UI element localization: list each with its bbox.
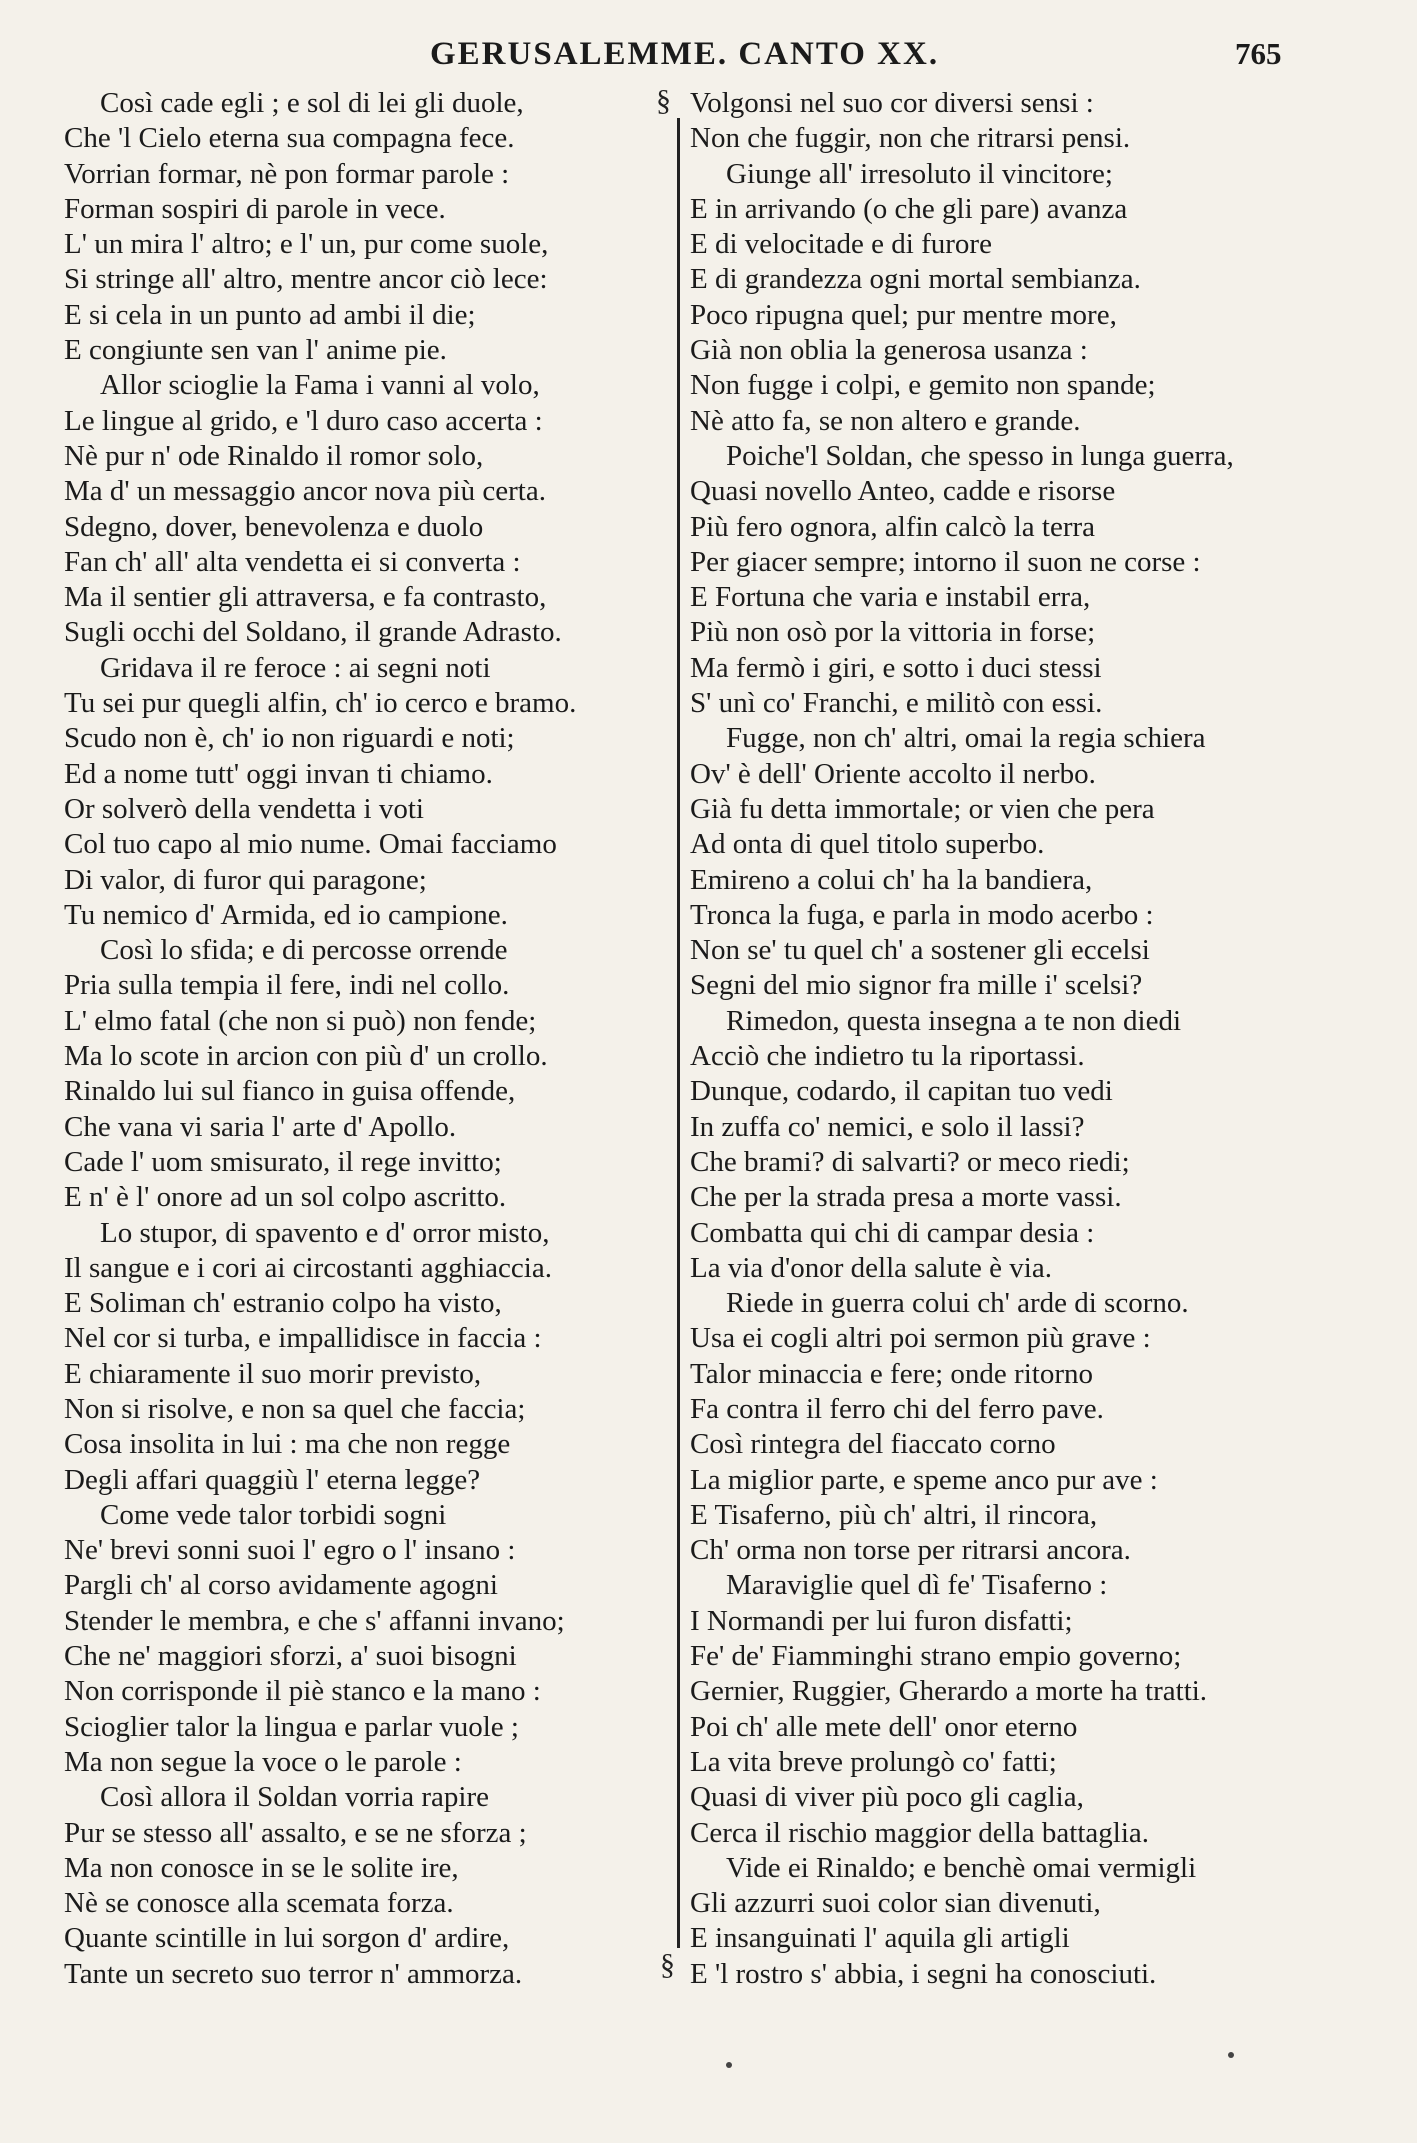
left-verse-line: Che 'l Cielo eterna sua compagna fece. bbox=[64, 122, 515, 155]
right-verse-line: Nè atto fa, se non altero e grande. bbox=[690, 404, 1081, 437]
right-verse-line: In zuffa co' nemici, e solo il lassi? bbox=[690, 1110, 1085, 1143]
right-verse-line: Rimedon, questa insegna a te non diedi bbox=[726, 1004, 1182, 1037]
right-verse-line: Ad onta di quel titolo superbo. bbox=[690, 828, 1045, 861]
left-verse-line: Che vana vi saria l' arte d' Apollo. bbox=[64, 1110, 457, 1143]
column-divider bbox=[677, 118, 680, 1948]
left-verse-line: E congiunte sen van l' anime pie. bbox=[64, 334, 447, 367]
right-verse-line: Talor minaccia e fere; onde ritorno bbox=[690, 1357, 1093, 1390]
left-verse-line: Cosa insolita in lui : ma che non regge bbox=[64, 1428, 511, 1461]
left-verse-line: Vorrian formar, nè pon formar parole : bbox=[64, 157, 510, 190]
right-verse-line: Giunge all' irresoluto il vincitore; bbox=[726, 157, 1113, 190]
left-verse-line: L' un mira l' altro; e l' un, pur come suole, bbox=[64, 228, 549, 261]
right-verse-line: E in arrivando (o che gli pare) avanza bbox=[690, 192, 1128, 225]
right-verse-line: Che per la strada presa a morte vassi. bbox=[690, 1181, 1122, 1214]
right-verse-line: Acciò che indietro tu la riportassi. bbox=[690, 1040, 1085, 1073]
right-verse-line: E di velocitade e di furore bbox=[690, 228, 992, 261]
right-verse-line: Non che fuggir, non che ritrarsi pensi. bbox=[690, 122, 1131, 155]
right-verse-line: Più fero ognora, alfin calcò la terra bbox=[690, 510, 1096, 543]
left-verse-line: E n' è l' onore ad un sol colpo ascritto. bbox=[64, 1181, 507, 1214]
left-verse-line: Nè pur n' ode Rinaldo il romor solo, bbox=[64, 439, 484, 472]
right-verse-line: La miglior parte, e speme anco pur ave : bbox=[690, 1463, 1158, 1496]
right-verse-line: Cerca il rischio maggior della battaglia. bbox=[690, 1816, 1150, 1849]
right-verse-line: Ov' è dell' Oriente accolto il nerbo. bbox=[690, 757, 1096, 790]
right-verse-line: Ch' orma non torse per ritrarsi ancora. bbox=[690, 1534, 1131, 1567]
left-verse-line: Forman sospiri di parole in vece. bbox=[64, 192, 446, 225]
right-verse-line: Poco ripugna quel; pur mentre more, bbox=[690, 298, 1117, 331]
left-verse-line: Quante scintille in lui sorgon d' ardire, bbox=[64, 1922, 510, 1955]
left-verse-line: Sugli occhi del Soldano, il grande Adrasto. bbox=[64, 616, 562, 649]
right-verse-line: Per giacer sempre; intorno il suon ne corse : bbox=[690, 545, 1201, 578]
left-verse-line: Nè se conosce alla scemata forza. bbox=[64, 1887, 454, 1920]
left-verse-line: Così lo sfida; e di percosse orrende bbox=[100, 934, 508, 967]
left-verse-line: Le lingue al grido, e 'l duro caso accerta : bbox=[64, 404, 543, 437]
right-verse-line: Vide ei Rinaldo; e benchè omai vermigli bbox=[726, 1851, 1197, 1884]
left-verse-line: Come vede talor torbidi sogni bbox=[100, 1498, 447, 1531]
left-verse-line: E Soliman ch' estranio colpo ha visto, bbox=[64, 1287, 502, 1320]
left-verse-line: Tu nemico d' Armida, ed io campione. bbox=[64, 898, 508, 931]
left-verse-line: Tante un secreto suo terror n' ammorza. bbox=[64, 1957, 523, 1990]
left-verse-line: Scioglier talor la lingua e parlar vuole ; bbox=[64, 1710, 519, 1743]
left-verse-line: Ma non segue la voce o le parole : bbox=[64, 1745, 462, 1778]
right-verse-line: Volgonsi nel suo cor diversi sensi : bbox=[690, 87, 1094, 119]
right-verse-line: La vita breve prolungò co' fatti; bbox=[690, 1745, 1057, 1778]
left-verse-line: Degli affari quaggiù l' eterna legge? bbox=[64, 1463, 481, 1496]
left-verse-line: Che ne' maggiori sforzi, a' suoi bisogni bbox=[64, 1640, 517, 1673]
left-verse-line: Pargli ch' al corso avidamente agogni bbox=[64, 1569, 498, 1602]
right-verse-line: E 'l rostro s' abbia, i segni ha conosciuti. bbox=[690, 1957, 1157, 1990]
ornament-bottom-icon: § bbox=[660, 1948, 675, 1981]
right-verse-line: Non se' tu quel ch' a sostener gli eccelsi bbox=[690, 934, 1150, 967]
left-verse-line: Scudo non è, ch' io non riguardi e noti; bbox=[64, 722, 515, 755]
left-verse-line: Ma lo scote in arcion con più d' un crollo. bbox=[64, 1040, 548, 1073]
right-verse-line: I Normandi per lui furon disfatti; bbox=[690, 1604, 1073, 1637]
right-verse-line: Emireno a colui ch' ha la bandiera, bbox=[690, 863, 1093, 896]
right-verse-line: Usa ei cogli altri poi sermon più grave : bbox=[690, 1322, 1151, 1355]
right-verse-line: Non fugge i colpi, e gemito non spande; bbox=[690, 369, 1156, 402]
left-verse-line: Gridava il re feroce : ai segni noti bbox=[100, 651, 491, 684]
right-verse-line: Già non oblia la generosa usanza : bbox=[690, 334, 1088, 367]
left-verse-line: Cade l' uom smisurato, il rege invitto; bbox=[64, 1145, 502, 1178]
left-verse-line: Ma non conosce in se le solite ire, bbox=[64, 1851, 459, 1884]
left-verse-line: Così cade egli ; e sol di lei gli duole, bbox=[100, 87, 524, 119]
right-verse-line: Maraviglie quel dì fe' Tisaferno : bbox=[726, 1569, 1108, 1602]
left-verse-line: L' elmo fatal (che non si può) non fende; bbox=[64, 1004, 537, 1037]
left-verse-line: Sdegno, dover, benevolenza e duolo bbox=[64, 510, 484, 543]
right-verse-line: Così rintegra del fiaccato corno bbox=[690, 1428, 1056, 1461]
page-number: 765 bbox=[1235, 36, 1282, 71]
left-verse-line: Stender le membra, e che s' affanni invano; bbox=[64, 1604, 565, 1637]
right-verse-line: E Fortuna che varia e instabil erra, bbox=[690, 581, 1091, 614]
left-verse-line: Rinaldo lui sul fianco in guisa offende, bbox=[64, 1075, 516, 1108]
left-verse-line: Così allora il Soldan vorria rapire bbox=[100, 1781, 489, 1814]
right-verse-line: Riede in guerra colui ch' arde di scorno. bbox=[726, 1287, 1189, 1320]
left-verse-line: Non corrisponde il piè stanco e la mano : bbox=[64, 1675, 541, 1708]
page-header bbox=[0, 30, 1417, 80]
left-verse-line: Pur se stesso all' assalto, e se ne sforza ; bbox=[64, 1816, 527, 1849]
left-verse-line: Ma il sentier gli attraversa, e fa contrasto, bbox=[64, 581, 547, 614]
left-verse-line: Lo stupor, di spavento e d' orror misto, bbox=[100, 1216, 550, 1249]
right-verse-line: Quasi di viver più poco gli caglia, bbox=[690, 1781, 1084, 1814]
right-verse-line: Dunque, codardo, il capitan tuo vedi bbox=[690, 1075, 1113, 1108]
right-verse-line: Più non osò por la vittoria in forse; bbox=[690, 616, 1096, 649]
right-verse-line: Già fu detta immortale; or vien che pera bbox=[690, 792, 1155, 825]
left-verse-line: Nel cor si turba, e impallidisce in faccia : bbox=[64, 1322, 542, 1355]
left-verse-line: E chiaramente il suo morir previsto, bbox=[64, 1357, 482, 1390]
left-verse-line: Tu sei pur quegli alfin, ch' io cerco e bramo. bbox=[64, 687, 577, 720]
left-verse-line: Non si risolve, e non sa quel che faccia; bbox=[64, 1392, 526, 1425]
left-verse-line: Ne' brevi sonni suoi l' egro o l' insano : bbox=[64, 1534, 516, 1567]
right-column bbox=[690, 86, 1315, 1992]
left-column bbox=[64, 86, 664, 1992]
right-verse-line: Gernier, Ruggier, Gherardo a morte ha tratti. bbox=[690, 1675, 1208, 1708]
ornament-top-icon: § bbox=[656, 84, 671, 117]
right-verse-line: S' unì co' Franchi, e militò con essi. bbox=[690, 687, 1103, 720]
right-verse-line: Segni del mio signor fra mille i' scelsi? bbox=[690, 969, 1143, 1002]
paper-speck bbox=[1228, 2052, 1234, 2058]
running-title: GERUSALEMME. CANTO XX. bbox=[430, 36, 940, 72]
right-verse-line: Ma fermò i giri, e sotto i duci stessi bbox=[690, 651, 1102, 684]
right-verse-line: Che brami? di salvarti? or meco riedi; bbox=[690, 1145, 1130, 1178]
right-verse-line: Tronca la fuga, e parla in modo acerbo : bbox=[690, 898, 1154, 931]
left-verse-line: Fan ch' all' alta vendetta ei si converta : bbox=[64, 545, 521, 578]
left-verse-line: E si cela in un punto ad ambi il die; bbox=[64, 298, 476, 331]
left-verse-line: Allor scioglie la Fama i vanni al volo, bbox=[100, 369, 540, 402]
paper-speck bbox=[726, 2062, 732, 2068]
right-verse-line: E insanguinati l' aquila gli artigli bbox=[690, 1922, 1070, 1955]
right-verse-line: Poi ch' alle mete dell' onor eterno bbox=[690, 1710, 1078, 1743]
right-verse-line: Fa contra il ferro chi del ferro pave. bbox=[690, 1392, 1104, 1425]
left-verse-line: Di valor, di furor qui paragone; bbox=[64, 863, 427, 896]
right-verse-line: Quasi novello Anteo, cadde e risorse bbox=[690, 475, 1116, 508]
left-verse-line: Il sangue e i cori ai circostanti agghiaccia. bbox=[64, 1251, 552, 1284]
right-verse-line: Fugge, non ch' altri, omai la regia schiera bbox=[726, 722, 1206, 755]
left-verse-line: Pria sulla tempia il fere, indi nel collo. bbox=[64, 969, 510, 1002]
left-verse-line: Si stringe all' altro, mentre ancor ciò lece: bbox=[64, 263, 548, 296]
right-verse-line: E Tisaferno, più ch' altri, il rincora, bbox=[690, 1498, 1098, 1531]
left-verse-line: Col tuo capo al mio nume. Omai facciamo bbox=[64, 828, 557, 861]
left-verse-line: Ma d' un messaggio ancor nova più certa. bbox=[64, 475, 546, 508]
right-verse-line: Combatta qui chi di campar desia : bbox=[690, 1216, 1095, 1249]
right-verse-line: Fe' de' Fiamminghi strano empio governo; bbox=[690, 1640, 1182, 1673]
right-verse-line: E di grandezza ogni mortal sembianza. bbox=[690, 263, 1141, 296]
left-verse-line: Ed a nome tutt' oggi invan ti chiamo. bbox=[64, 757, 493, 790]
left-verse-line: Or solverò della vendetta i voti bbox=[64, 792, 424, 825]
right-verse-line: Poiche'l Soldan, che spesso in lunga guerra, bbox=[726, 439, 1234, 472]
right-verse-line: La via d'onor della salute è via. bbox=[690, 1251, 1052, 1284]
right-verse-line: Gli azzurri suoi color sian divenuti, bbox=[690, 1887, 1101, 1920]
